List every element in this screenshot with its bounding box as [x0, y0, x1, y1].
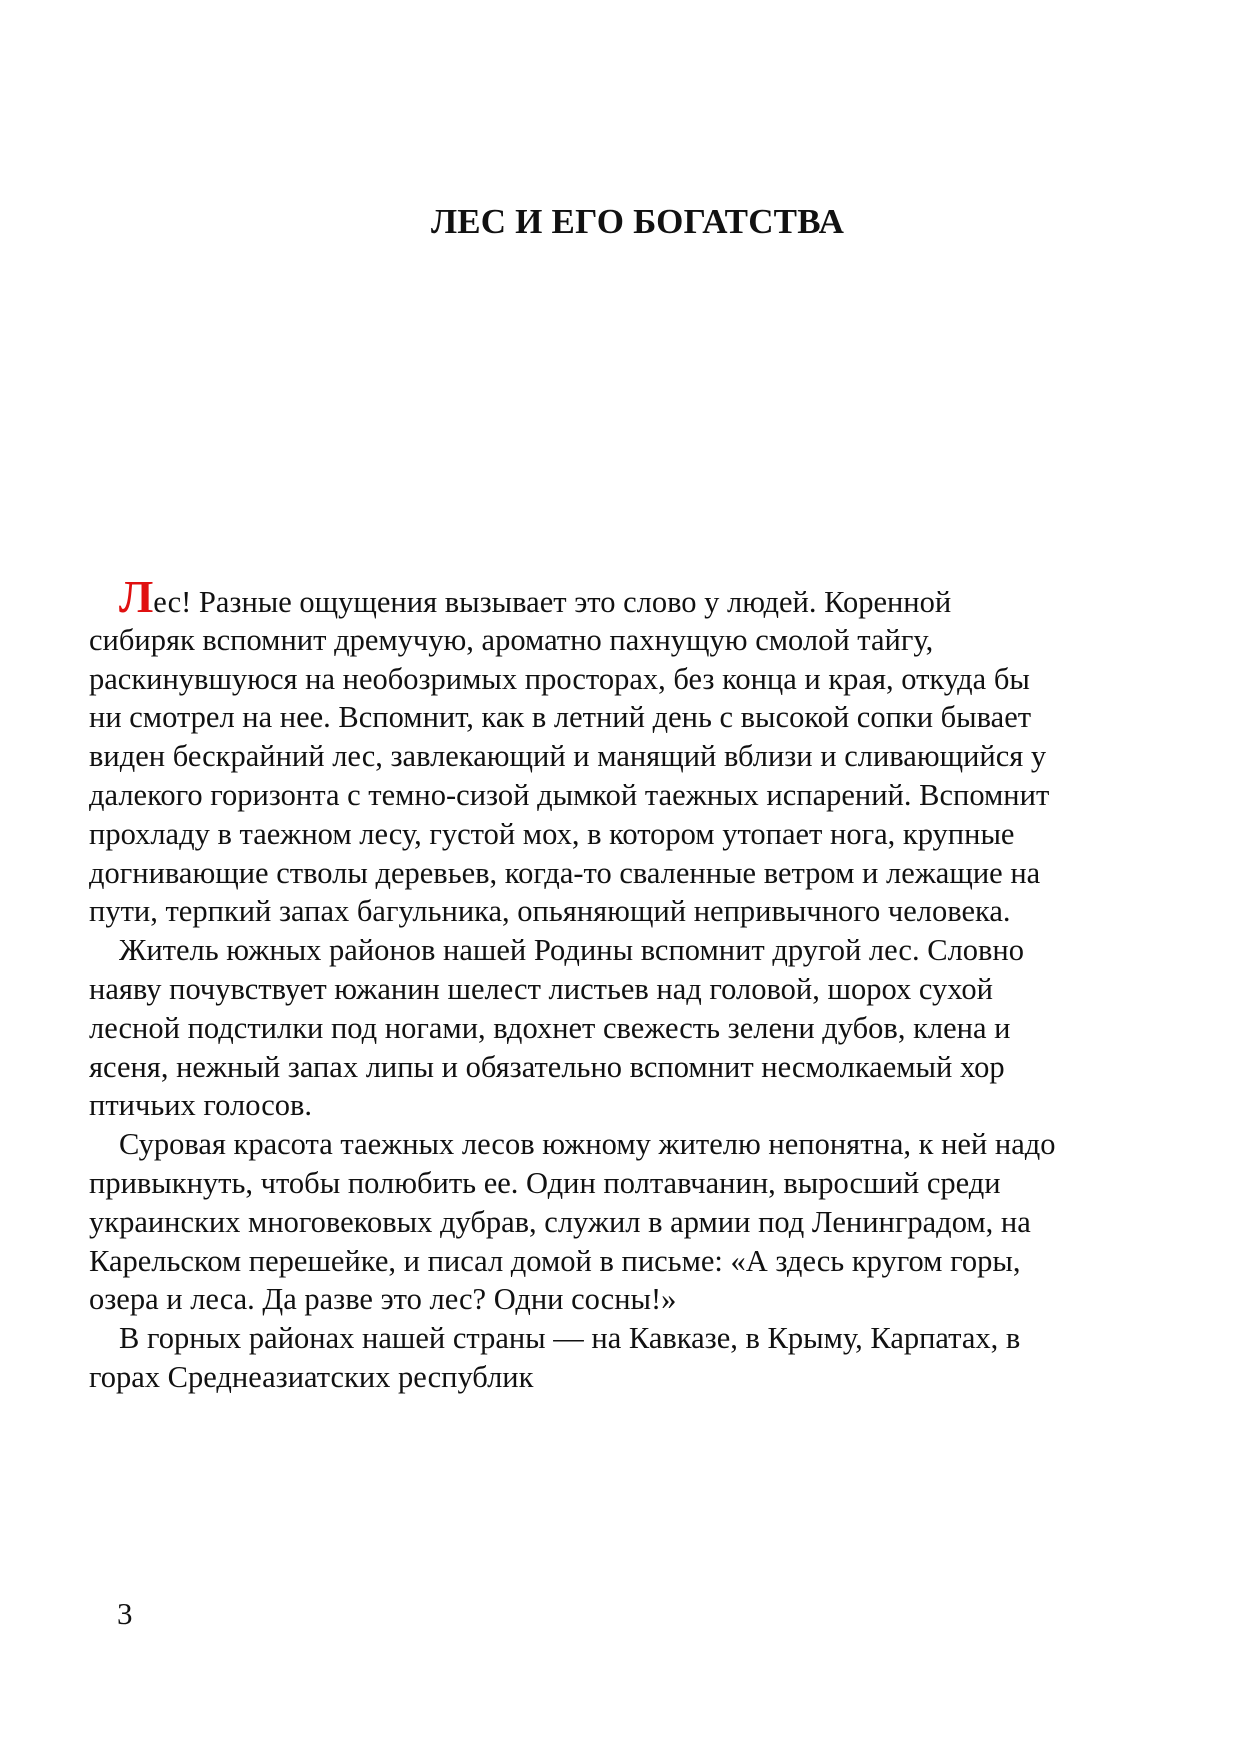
text-line: виден бескрайний лес, завлекающий и манящий вблизи и сливающийся у — [89, 739, 1047, 774]
text-line: украинских многовековых дубрав, служил в армии под Ленинградом, на — [89, 1204, 1031, 1239]
text-line: В горных районах нашей страны — на Кавказе, в Крыму, Карпатах, в — [119, 1321, 1021, 1356]
text-line: раскинувшуюся на необозримых просторах, без конца и края, откуда бы — [89, 661, 1030, 696]
text-line: догнивающие стволы деревьев, когда-то сваленные ветром и лежащие на — [89, 855, 1041, 890]
text-line: лесной подстилки под ногами, вдохнет свежесть зелени дубов, клена и — [89, 1010, 1011, 1045]
text-line: Житель южных районов нашей Родины вспомнит другой лес. Словно — [119, 933, 1025, 968]
text-line: птичьих голосов. — [89, 1088, 313, 1123]
body-text — [89, 571, 1169, 1397]
page-number: 3 — [117, 1596, 133, 1631]
text-line: наяву почувствует южанин шелест листьев над головой, шорох сухой — [89, 971, 993, 1006]
text-line: ни смотрел на нее. Вспомнит, как в летний день с высокой сопки бывает — [89, 700, 1032, 735]
text-line: привыкнуть, чтобы полюбить ее. Один полтавчанин, выросший среди — [89, 1165, 1001, 1200]
text-line — [89, 571, 1169, 622]
drop-cap: Л — [119, 571, 154, 622]
text-line: озера и леса. Да разве это лес? Одни сосны!» — [89, 1282, 677, 1317]
text-line: ясеня, нежный запах липы и обязательно вспомнит несмолкаемый хор — [89, 1049, 1005, 1084]
text-line-content: ес! Разные ощущения вызывает это слово у людей. Коренной — [153, 585, 952, 619]
text-line: далекого горизонта с темно-сизой дымкой таежных испарений. Вспомнит — [89, 777, 1050, 812]
text-line: прохладу в таежном лесу, густой мох, в котором утопает нога, крупные — [89, 816, 1015, 851]
text-line: горах Среднеазиатских республик — [89, 1359, 534, 1394]
text-line: Карельском перешейке, и писал домой в письме: «А здесь кругом горы, — [89, 1243, 1021, 1278]
text-line: пути, терпкий запах багульника, опьяняющий непривычного человека. — [89, 894, 1011, 929]
page-title: ЛЕС И ЕГО БОГАТСТВА — [430, 202, 845, 241]
text-line: сибиряк вспомнит дремучую, ароматно пахнущую смолой тайгу, — [89, 622, 934, 657]
text-line: Суровая красота таежных лесов южному жителю непонятна, к ней надо — [119, 1127, 1056, 1162]
